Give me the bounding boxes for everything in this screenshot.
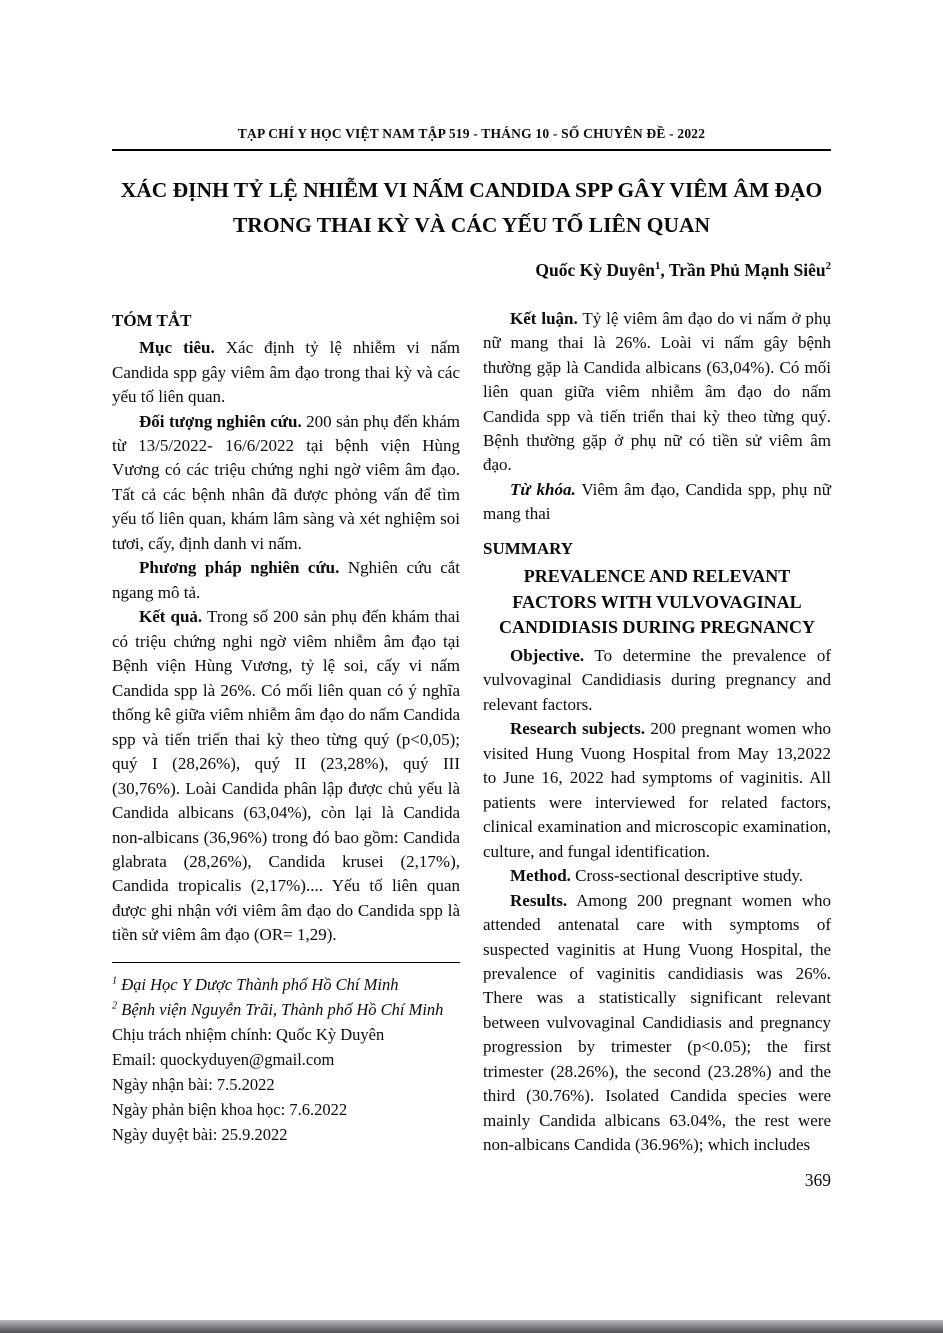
paragraph-text: 200 pregnant women who visited Hung Vuong Hospital from May 13,2022 to June 16, 2022 had symptoms of vaginitis. All patients were interviewed for related factors, clinical examination and microscopic examination, culture, and fungal identification.	[483, 719, 831, 861]
page-bottom-shadow	[0, 1320, 943, 1333]
paragraph-text: Xác định tỷ lệ nhiễm vi nấm Candida spp gây viêm âm đạo trong thai kỳ và các yếu tố liên quan.	[112, 338, 460, 407]
paragraph-text: Nghiên cứu cắt ngang mô tả.	[112, 558, 461, 602]
review-date-line: Ngày phản biện khoa học: 7.6.2022	[112, 1100, 348, 1120]
summary-paragraph-results	[483, 889, 831, 1158]
paragraph-label: Mục tiêu.	[139, 338, 215, 358]
author-2-name: Trần Phủ Mạnh Siêu	[668, 259, 826, 280]
corresponding-author-line: Chịu trách nhiệm chính: Quốc Kỳ Duyên	[112, 1025, 385, 1044]
received-date-line: Ngày nhận bài: 7.5.2022	[112, 1075, 275, 1095]
two-column-body	[112, 307, 831, 1158]
abstract-heading: TÓM TẮT	[112, 310, 192, 330]
summary-paragraph-research-subjects	[483, 717, 831, 864]
abstract-paragraph-phuong-phap	[112, 556, 460, 605]
keywords-paragraph	[483, 478, 831, 527]
paragraph-text: Cross-sectional descriptive study.	[575, 866, 804, 886]
paragraph-text: 200 sản phụ đến khám từ 13/5/2022- 16/6/2022 tại bệnh viện Hùng Vương có các triệu chứng nghi ngờ viêm âm đạo. Tất cả các bệnh nhân đã được phỏng vấn để tìm yếu tố liên quan, khám lâm sàng và xét nghiệm soi tươi, cấy, định danh vi nấm.	[112, 411, 460, 553]
article-title: XÁC ĐỊNH TỶ LỆ NHIỄM VI NẤM CANDIDA SPP GÂY VIÊM ÂM ĐẠO TRONG THAI KỲ VÀ CÁC YẾU TỐ LIÊN QUAN	[120, 178, 823, 237]
author-1-name: Quốc Kỳ Duyên	[535, 259, 655, 280]
journal-header	[112, 126, 831, 151]
keywords-text: Viêm âm đạo, Candida spp, phụ nữ mang thai	[483, 479, 832, 524]
affiliation-1-text: Đại Học Y Dược Thành phố Hồ Chí Minh	[121, 974, 399, 994]
journal-header-text: TẠP CHÍ Y HỌC VIỆT NAM TẬP 519 - THÁNG 10 - SỐ CHUYÊN ĐỀ - 2022	[237, 126, 706, 141]
email-line: Email: quockyduyen@gmail.com	[112, 1050, 335, 1070]
summary-heading: SUMMARY	[483, 538, 574, 558]
authors-separator: ,	[660, 259, 669, 280]
affiliation-2	[112, 997, 460, 1022]
paragraph-label: Kết luận.	[510, 308, 578, 328]
affiliation-2-text: Bệnh viện Nguyễn Trãi, Thành phố Hồ Chí Minh	[121, 999, 444, 1019]
abstract-paragraph-muc-tieu	[112, 336, 460, 409]
authors-line	[112, 260, 831, 281]
author-2-affiliation-sup: 2	[825, 259, 831, 272]
affiliation-1-sup: 1	[112, 975, 118, 987]
paragraph-label: Results.	[510, 890, 568, 910]
author-1-affiliation-sup: 1	[654, 259, 661, 272]
paragraph-text: Trong số 200 sản phụ đến khám thai có triệu chứng nghi ngờ viêm nhiễm âm đạo tại Bệnh viện Hùng Vương, tỷ lệ soi, cấy vi nấm Candida spp là 26%. Có mối liên quan có ý nghĩa thống kê giữa viêm nhiễm âm đạo do nấm Candida spp và tiến triển thai kỳ theo từng quý (p<0,05); quý I (28,26%), quý II (23,28%), quý III (30,76%). Loài Candida phân lập được chủ yếu là Candida albicans (63,04%), còn lại là Candida non-albicans (36,96%) trong đó bao gồm: Candida glabrata (28,26%), Candida krusei (2,17%), Candida tropicalis (2,17%).... Yếu tố liên quan được ghi nhận với viêm âm đạo do Candida spp là tiền sử viêm âm đạo (OR= 1,29).	[112, 607, 461, 945]
paragraph-label: Objective.	[510, 645, 585, 665]
right-column	[483, 307, 831, 1158]
affiliation-1	[112, 972, 460, 997]
paragraph-label: Research subjects.	[510, 719, 645, 739]
paragraph-label: Kết quả.	[139, 607, 203, 627]
accepted-date-line: Ngày duyệt bài: 25.9.2022	[112, 1125, 288, 1145]
affiliation-2-sup: 2	[112, 1000, 118, 1012]
abstract-paragraph-doi-tuong	[112, 410, 460, 557]
paragraph-text: Among 200 pregnant women who attended antenatal care with symptoms of suspected vaginitis at Hung Vuong Hospital, the prevalence of vaginitis candidiasis was 26%. There was a statistically significant relevant between vulvovaginal Candidiasis and pregnancy progression by trimester (p<0.05); the first trimester (28.26%), the second (23.28%) and the third (30.76%). Isolated Candida species were mainly Candida albicans 63.04%, the rest were non-albicans Candida (36.96%); which includes	[483, 890, 831, 1155]
summary-paragraph-method	[483, 864, 831, 888]
abstract-paragraph-ket-qua	[112, 605, 460, 948]
paragraph-label: Đối tượng nghiên cứu.	[139, 411, 302, 431]
page-number: 369	[804, 1170, 831, 1190]
paragraph-label: Method.	[510, 866, 571, 886]
summary-paragraph-objective	[483, 644, 831, 717]
paragraph-text: To determine the prevalence of vulvovaginal Candidiasis during pregnancy and relevant factors.	[483, 645, 831, 714]
paragraph-text: Tỷ lệ viêm âm đạo do vi nấm ở phụ nữ mang thai là 26%. Loài vi nấm gây bệnh thường gặp là Candida albicans (63,04%). Có mối liên quan giữa viêm nhiễm âm đạo do nấm Candida spp và tiến triển thai kỳ theo từng quý. Bệnh thường gặp ở phụ nữ có tiền sử viêm âm đạo.	[483, 308, 831, 475]
keywords-label: Từ khóa.	[510, 479, 576, 499]
footnote-separator-rule	[112, 962, 460, 963]
footnote-block	[112, 962, 460, 1148]
left-column	[112, 307, 460, 1148]
abstract-paragraph-ket-luan	[483, 307, 831, 478]
summary-title: PREVALENCE AND RELEVANT FACTORS WITH VULVOVAGINAL CANDIDIASIS DURING PREGNANCY	[498, 566, 816, 637]
paragraph-label: Phương pháp nghiên cứu.	[139, 558, 340, 578]
